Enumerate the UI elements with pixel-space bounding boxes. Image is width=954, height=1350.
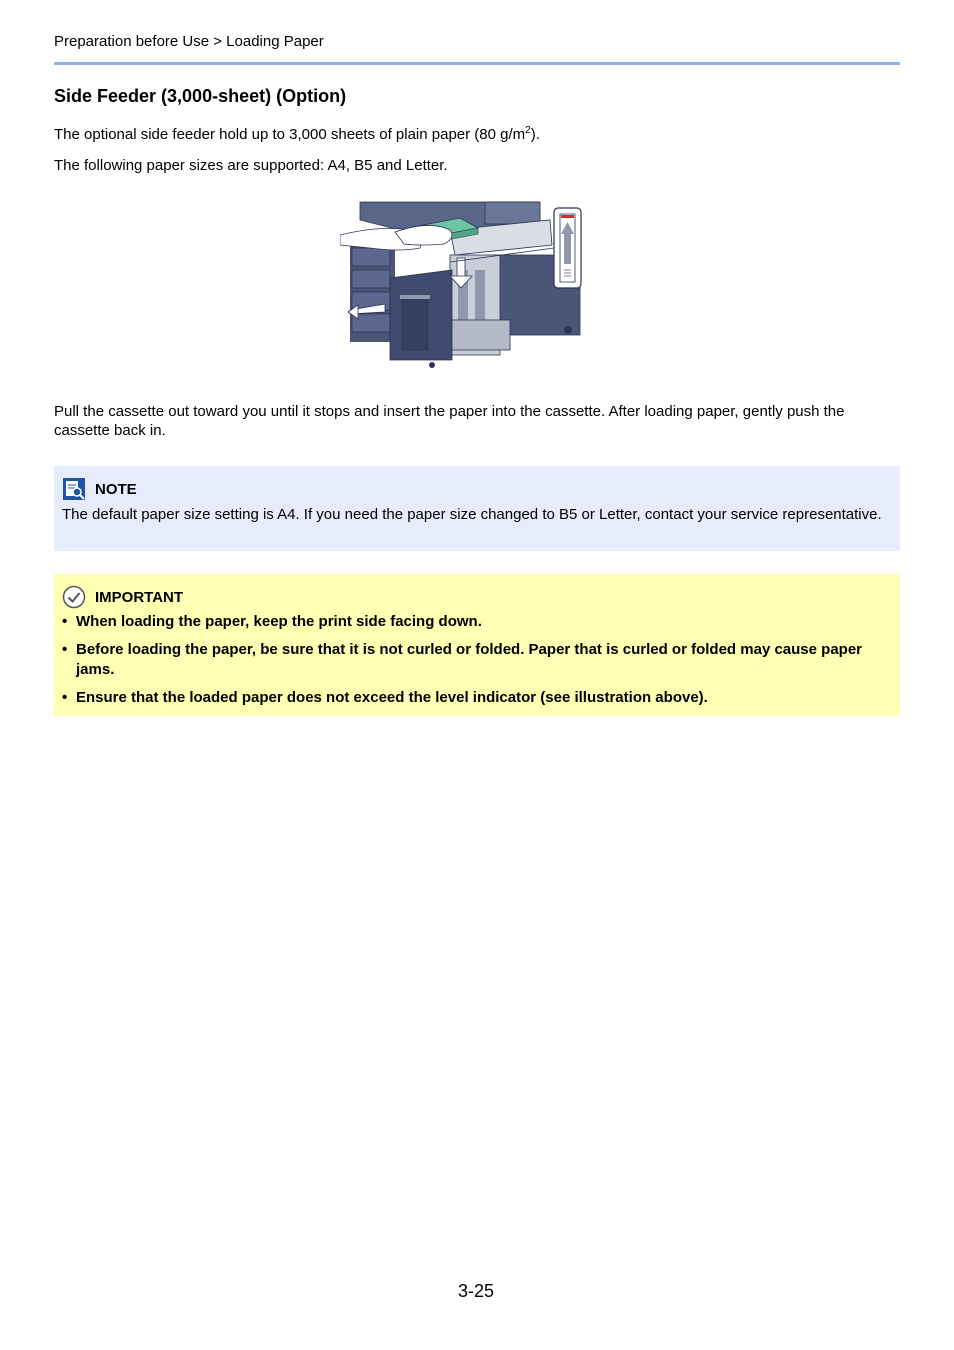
important-box — [54, 574, 900, 716]
note-icon — [62, 477, 86, 501]
note-text: The default paper size setting is A4. If you need the paper size changed to B5 or Letter, contact your service representative. — [62, 506, 882, 523]
important-list — [62, 612, 892, 708]
bullet: • — [62, 613, 68, 630]
list-item-text: Ensure that the loaded paper does not exceed the level indicator (see illustration above). — [76, 689, 708, 706]
section-title: Side Feeder (3,000-sheet) (Option) — [54, 86, 347, 106]
capacity-text: The optional side feeder hold up to 3,000 sheets of plain paper (80 g/m — [54, 126, 526, 143]
page-number: 3-25 — [458, 1281, 495, 1301]
paragraph-capacity — [54, 125, 540, 144]
side-feeder-illustration — [340, 200, 585, 370]
list-item — [62, 640, 892, 680]
main-unit-cassettes — [350, 242, 395, 342]
important-header — [62, 586, 892, 608]
checkmark-circle-icon — [62, 585, 86, 609]
header-divider — [54, 62, 900, 65]
note-header — [62, 478, 892, 500]
capacity-text-end: ). — [530, 126, 540, 143]
paragraph-paper-sizes: The following paper sizes are supported: A4, B5 and Letter. — [54, 157, 448, 174]
breadcrumb: Preparation before Use > Loading Paper — [54, 33, 324, 50]
list-item — [62, 612, 892, 632]
list-item-text: Before loading the paper, be sure that it is not curled or folded. Paper that is curled or folded may cause paper jams. — [76, 641, 862, 678]
bullet: • — [62, 689, 68, 706]
note-label: NOTE — [95, 480, 137, 498]
list-item — [62, 688, 892, 708]
note-box — [54, 466, 900, 551]
bullet: • — [62, 641, 68, 658]
important-label: IMPORTANT — [95, 588, 184, 606]
cassette-front — [390, 270, 452, 368]
hands — [340, 225, 452, 250]
list-item-text: When loading the paper, keep the print side facing down. — [76, 613, 482, 630]
superscript-2: 2 — [525, 125, 531, 136]
paragraph-instructions: Pull the cassette out toward you until it stops and insert the paper into the cassette. After loading paper, gently push the cassette back in. — [54, 403, 845, 439]
